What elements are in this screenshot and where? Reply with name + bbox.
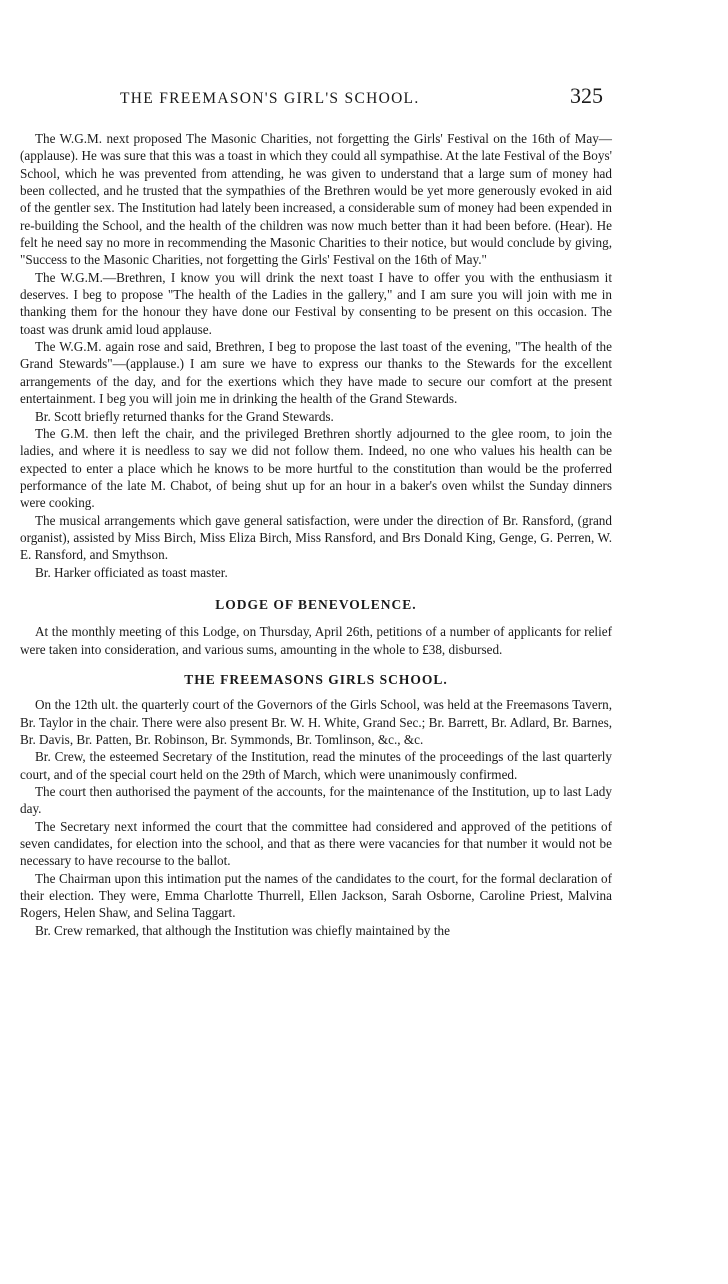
paragraph: Br. Crew, the esteemed Secretary of the Institution, read the minutes of the proceedings of the last quarterly court, and of the special court held on the 29th of March, which were unanimously confirmed. <box>20 749 612 782</box>
paragraph: The Chairman upon this intimation put the names of the candidates to the court, for the formal declaration of their election. They were, Emma Charlotte Thurrell, Ellen Jackson, Sarah Osborne, Caroline Priest, Malvina Rogers, Helen Shaw, and Selina Taggart. <box>20 870 612 921</box>
body-text <box>20 130 612 939</box>
section-heading-girls-school: THE FREEMASONS GIRLS SCHOOL. <box>184 671 448 687</box>
page-number: 325 <box>570 83 603 108</box>
page-header <box>20 83 620 110</box>
paragraph: The musical arrangements which gave general satisfaction, were under the direction of Br. Ransford, (grand organist), assisted by Miss Birch, Miss Eliza Birch, Miss Ransford, and Brs Donald King, Genge, G. Perren, W. E. Ransford, and Smythson. <box>20 512 612 563</box>
paragraph: On the 12th ult. the quarterly court of the Governors of the Girls School, was held at the Freemasons Tavern, Br. Taylor in the chair. There were also present Br. W. H. White, Grand Sec.; Br. Barrett, Br. Adlard, Br. Barnes, Br. Davis, Br. Patten, Br. Robinson, Br. Symmonds, Br. Tomlinson, &c., &c. <box>20 697 612 747</box>
paragraph: The W.G.M.—Brethren, I know you will drink the next toast I have to offer you with the enthusiasm it deserves. I beg to propose "The health of the Ladies in the gallery," and I am sure you will join with me in thanking them for the honour they have done our Festival by consenting to be present on this occasion. The toast was drunk amid loud applause. <box>20 269 612 337</box>
section-heading-lodge-of-benevolence: LODGE OF BENEVOLENCE. <box>215 596 417 612</box>
paragraph: Br. Scott briefly returned thanks for the Grand Stewards. <box>35 408 334 424</box>
paragraph: The W.G.M. again rose and said, Brethren, I beg to propose the last toast of the evening, "The health of the Grand Stewards"—(applause.) I am sure we have to express our thanks to the Stewards for the excellent arrangements of the day, and for the exertions which they have made to secure our comfort at the present entertainment. I beg you will join me in drinking the health of the Grand Stewards. <box>20 339 612 407</box>
paragraph: Br. Crew remarked, that although the Institution was chiefly maintained by the <box>35 922 450 938</box>
paragraph: The court then authorised the payment of the accounts, for the maintenance of the Institution, up to last Lady day. <box>20 784 612 817</box>
paragraph: At the monthly meeting of this Lodge, on Thursday, April 26th, petitions of a number of applicants for relief were taken into consideration, and various sums, amounting in the whole to £38, disbursed. <box>20 624 612 657</box>
paragraph: Br. Harker officiated as toast master. <box>35 564 228 580</box>
paragraph: The W.G.M. next proposed The Masonic Charities, not forgetting the Girls' Festival on the 16th of May—(applause). He was sure that this was a toast in which they could all sympathise. At the late Festival of the Boys' School, which he was prevented from attending, he was given to understand that a large sum of money had been collected, and he trusted that the sympathies of the Brethren would be yet more generously evoked in aid of the gentler sex. The Institution had lately been increased, a considerable sum of money had been expended in re-building the School, and the health of the children was now much better than it had been before. (Hear). He felt he need say no more in recommending the Masonic Charities to their notice, but would conclude by giving, "Success to the Masonic Charities, not forgetting the Girls' Festival on the 16th of May." <box>20 131 612 268</box>
paragraph: The Secretary next informed the court that the committee had considered and approved of the petitions of seven candidates, for election into the school, and that as there were vacancies for that number it would not be necessary to have recourse to the ballot. <box>20 818 612 869</box>
running-title: THE FREEMASON'S GIRL'S SCHOOL. <box>120 90 420 107</box>
paragraph: The G.M. then left the chair, and the privileged Brethren shortly adjourned to the glee room, to join the ladies, and where it is needless to say we did not follow them. Indeed, no one who values his health can be expected to enter a place which he knows to be more hurtful to the constitution than would be the proferred performance of the late M. Chabot, of being shut up for an hour in a baker's oven whilst the Sunday dinners were cooking. <box>20 425 612 511</box>
